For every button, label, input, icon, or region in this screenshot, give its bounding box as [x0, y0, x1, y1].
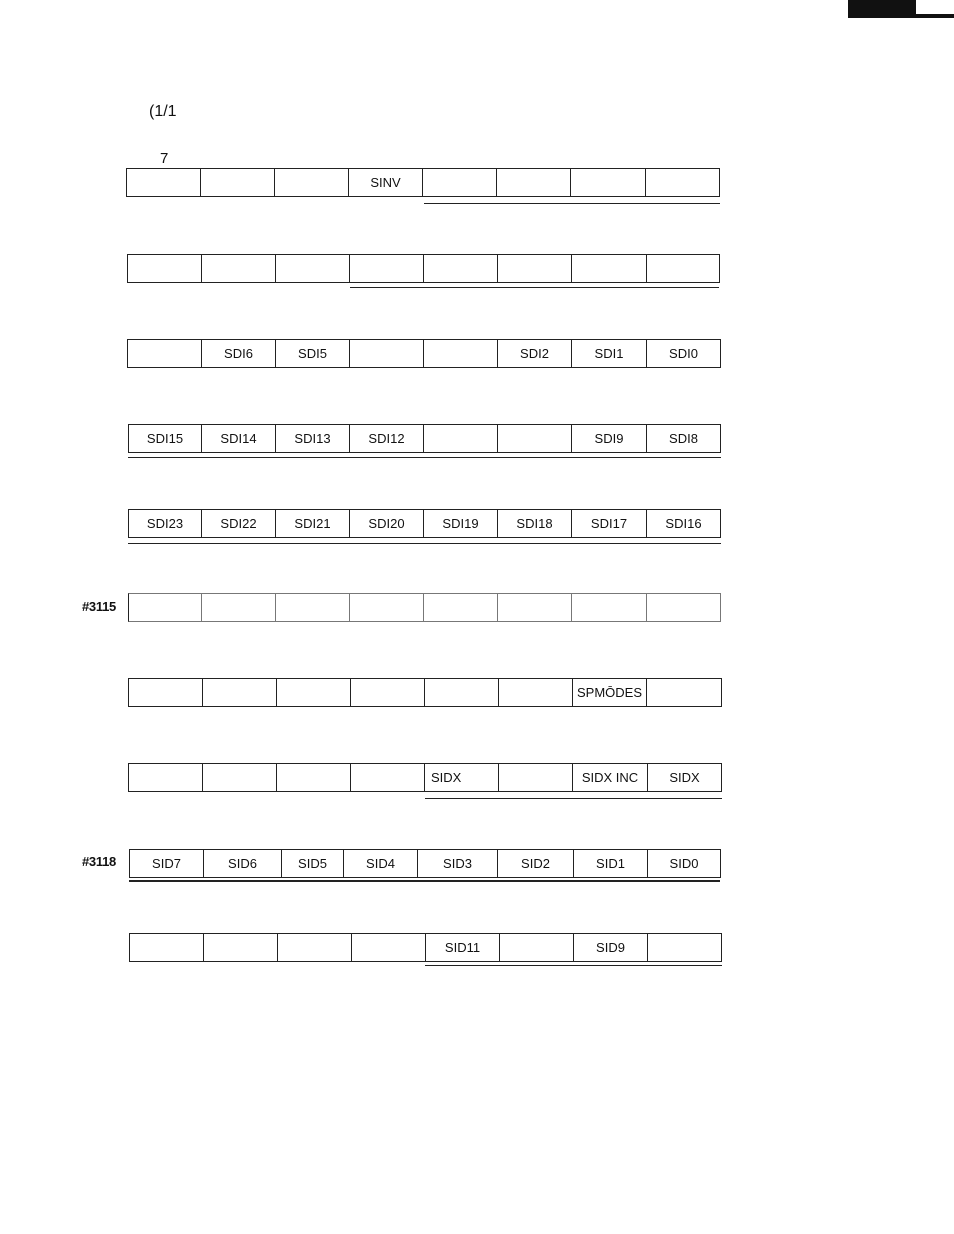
bit-cell-5: SDI13 — [276, 424, 350, 453]
bit-cell-7 — [127, 339, 202, 368]
register-underline — [425, 798, 722, 799]
bit-cell-4 — [351, 763, 425, 792]
bit-cell-2 — [499, 763, 573, 792]
bit-cell-0 — [647, 593, 721, 622]
bit-cell-1 — [572, 593, 647, 622]
bit-cell-1: SDI17 — [572, 509, 647, 538]
bit-cell-6 — [202, 254, 276, 283]
register-row-5 — [128, 509, 721, 538]
bit-cell-2 — [500, 933, 574, 962]
bit-cell-1: SDI1 — [572, 339, 647, 368]
bit-cell-7 — [128, 593, 202, 622]
bit-cell-7 — [126, 168, 201, 197]
register-underline — [350, 287, 719, 288]
bit-cell-2 — [499, 678, 573, 707]
bit-cell-7 — [128, 763, 203, 792]
register-row-2 — [127, 254, 720, 283]
bit-cell-4 — [350, 593, 424, 622]
bit-cell-0: SDI0 — [647, 339, 721, 368]
bit-cell-5 — [275, 168, 349, 197]
bit-cell-3: SIDX — [425, 763, 499, 792]
bit-cell-3 — [424, 339, 498, 368]
register-underline — [424, 203, 720, 204]
bit-cell-6 — [203, 678, 277, 707]
bit-cell-2: SDI18 — [498, 509, 572, 538]
bit-cell-4 — [350, 254, 424, 283]
bit-cell-0: SID0 — [648, 849, 721, 878]
bit-cell-0 — [648, 933, 722, 962]
bit-cell-2: SDI2 — [498, 339, 572, 368]
page-corner-rule — [916, 14, 954, 18]
register-underline — [128, 457, 721, 458]
bit-cell-7 — [127, 254, 202, 283]
bit-cell-2 — [498, 593, 572, 622]
bit-cell-5 — [276, 593, 350, 622]
bit-cell-3: SDI19 — [424, 509, 498, 538]
register-underline — [129, 880, 720, 882]
bit-cell-6: SID6 — [204, 849, 282, 878]
bit-cell-1 — [572, 254, 647, 283]
bit-cell-3 — [423, 168, 497, 197]
parameter-number-label: #3118 — [82, 854, 116, 869]
bit-cell-6 — [204, 933, 278, 962]
bit-cell-3: SID3 — [418, 849, 498, 878]
bit-number-label: 7 — [160, 150, 169, 167]
bit-cell-0: SDI8 — [647, 424, 721, 453]
bit-cell-6 — [201, 168, 275, 197]
page-indicator: (1/1 — [149, 103, 177, 120]
register-row-8 — [128, 763, 722, 792]
bit-cell-6: SDI14 — [202, 424, 276, 453]
bit-cell-5 — [277, 678, 351, 707]
bit-cell-2 — [498, 424, 572, 453]
parameter-number-label: #3115 — [82, 599, 116, 614]
bit-cell-5 — [278, 933, 352, 962]
bit-cell-2 — [497, 168, 571, 197]
register-row-6 — [128, 593, 721, 622]
bit-cell-5: SDI21 — [276, 509, 350, 538]
bit-cell-5: SID5 — [282, 849, 344, 878]
bit-cell-5 — [277, 763, 351, 792]
bit-cell-4: SINV — [349, 168, 423, 197]
register-row-7 — [128, 678, 722, 707]
bit-cell-3 — [424, 254, 498, 283]
bit-cell-0: SDI16 — [647, 509, 721, 538]
bit-cell-0 — [647, 254, 720, 283]
bit-cell-1: SID1 — [574, 849, 648, 878]
bit-cell-2 — [498, 254, 572, 283]
bit-cell-7: SDI23 — [128, 509, 202, 538]
bit-cell-6: SDI22 — [202, 509, 276, 538]
bit-cell-6: SDI6 — [202, 339, 276, 368]
register-row-4 — [128, 424, 721, 453]
bit-cell-5: SDI5 — [276, 339, 350, 368]
bit-cell-0 — [647, 678, 722, 707]
bit-cell-7 — [129, 933, 204, 962]
bit-cell-3 — [424, 593, 498, 622]
bit-cell-1: SPMŌDES — [573, 678, 647, 707]
bit-cell-1: SDI9 — [572, 424, 647, 453]
bit-cell-4: SDI20 — [350, 509, 424, 538]
page-corner-marker — [848, 0, 916, 18]
bit-cell-4 — [352, 933, 426, 962]
bit-cell-3 — [424, 424, 498, 453]
bit-cell-7: SID7 — [129, 849, 204, 878]
bit-cell-3: SID11 — [426, 933, 500, 962]
bit-cell-4: SDI12 — [350, 424, 424, 453]
register-row-1 — [126, 168, 720, 197]
register-row-10 — [129, 933, 722, 962]
bit-cell-2: SID2 — [498, 849, 574, 878]
bit-cell-7: SDI15 — [128, 424, 202, 453]
bit-cell-3 — [425, 678, 499, 707]
bit-cell-6 — [202, 593, 276, 622]
bit-cell-5 — [276, 254, 350, 283]
bit-cell-0: SIDX — [648, 763, 722, 792]
bit-cell-1: SID9 — [574, 933, 648, 962]
bit-cell-4 — [350, 339, 424, 368]
register-underline — [128, 543, 721, 544]
bit-cell-1: SIDX INC — [573, 763, 648, 792]
bit-cell-7 — [128, 678, 203, 707]
bit-cell-4: SID4 — [344, 849, 418, 878]
register-row-3 — [127, 339, 721, 368]
register-underline — [425, 965, 722, 966]
register-row-9 — [129, 849, 721, 878]
bit-cell-4 — [351, 678, 425, 707]
bit-cell-1 — [571, 168, 646, 197]
bit-cell-6 — [203, 763, 277, 792]
bit-cell-0 — [646, 168, 720, 197]
